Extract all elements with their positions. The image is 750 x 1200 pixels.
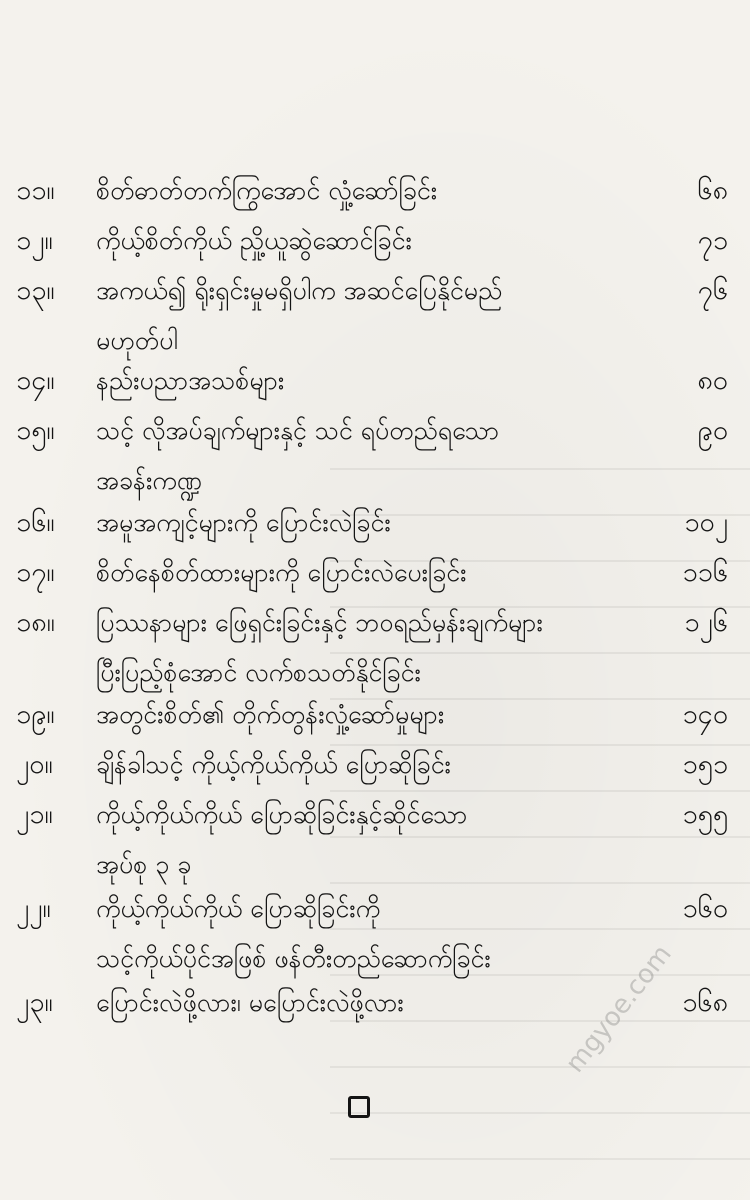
chapter-title: နည်းပညာအသစ်များ (96, 366, 285, 395)
chapter-number: ၁၉။ (16, 699, 55, 730)
chapter-title: အတွင်းစိတ်၏ တိုက်တွန်းလှုံ့ဆော်မှုများ (96, 700, 445, 729)
chapter-number: ၁၁။ (16, 175, 55, 206)
page-number: ၁၆၈ (682, 987, 728, 1018)
page-number: ၆၈ (697, 175, 728, 206)
page-number: ၉၀ (697, 415, 728, 446)
page-number: ၈၀ (697, 365, 728, 396)
chapter-number: ၂၃။ (16, 987, 53, 1018)
chapter-number: ၁၂။ (16, 225, 53, 256)
end-of-section-square-icon (348, 1096, 370, 1118)
chapter-title: ချိန်ခါသင့် ကိုယ့်ကိုယ်ကိုယ် ပြောဆိုခြင်း (96, 750, 451, 779)
chapter-title: အမူအကျင့်များကို ပြောင်းလဲခြင်း (96, 508, 391, 537)
chapter-title: စိတ်ဓာတ်တက်ကြွအောင် လှုံ့ဆော်ခြင်း (96, 176, 438, 205)
page-number: ၁၅၅ (682, 799, 728, 830)
page-number: ၁၀၂ (684, 507, 728, 538)
chapter-title: ကိုယ့်ကိုယ်ကိုယ် ပြောဆိုခြင်းနှင့်ဆိုင်သော အုပ်စု ၃ ခု (96, 800, 468, 879)
chapter-number: ၂၂။ (16, 893, 51, 924)
chapter-number: ၁၇။ (16, 557, 55, 588)
chapter-title: စိတ်နေစိတ်ထားများကို ပြောင်းလဲပေးခြင်း (96, 558, 467, 587)
chapter-title: ကိုယ့်ကိုယ်ကိုယ် ပြောဆိုခြင်းကို သင့်ကိုယ်ပိုင်အဖြစ် ဖန်တီးတည်ဆောက်ခြင်း (96, 894, 491, 973)
chapter-number: ၁၆။ (16, 507, 55, 538)
page-number: ၁၆၀ (682, 893, 728, 924)
chapter-title: ကိုယ့်စိတ်ကိုယ် ညှို့ယူဆွဲဆောင်ခြင်း (96, 226, 412, 255)
chapter-number: ၁၃။ (16, 275, 55, 306)
chapter-number: ၁၅။ (16, 415, 55, 446)
page-number: ၁၄၀ (682, 699, 728, 730)
chapter-title: ပြဿနာများ ဖြေရှင်းခြင်းနှင့် ဘဝရည်မှန်းချက်များ ပြီးပြည့်စုံအောင် လက်စသတ်နိုင်ခြင်း (96, 608, 543, 687)
watermark: mgyoe.com (560, 939, 678, 1079)
page-number: ၁၁၆ (682, 557, 728, 588)
chapter-title: ပြောင်းလဲဖို့လား၊ မပြောင်းလဲဖို့လား (96, 988, 404, 1017)
chapter-title: အကယ်၍ ရိုးရှင်းမှုမရှိပါက အဆင်ပြေနိုင်မည် မဟုတ်ပါ (96, 276, 503, 355)
page-number: ၁၅၁ (682, 749, 728, 780)
page-number: ၇၆ (697, 275, 728, 306)
page-number: ၁၂၆ (684, 607, 728, 638)
chapter-number: ၂၀။ (16, 749, 53, 780)
chapter-title: သင့် လိုအပ်ချက်များနှင့် သင် ရပ်တည်ရသော အခန်းကဏ္ဍ (96, 416, 500, 495)
chapter-number: ၁၄။ (16, 365, 55, 396)
chapter-number: ၂၁။ (16, 799, 53, 830)
page-number: ၇၁ (697, 225, 728, 256)
chapter-number: ၁၈။ (16, 607, 55, 638)
